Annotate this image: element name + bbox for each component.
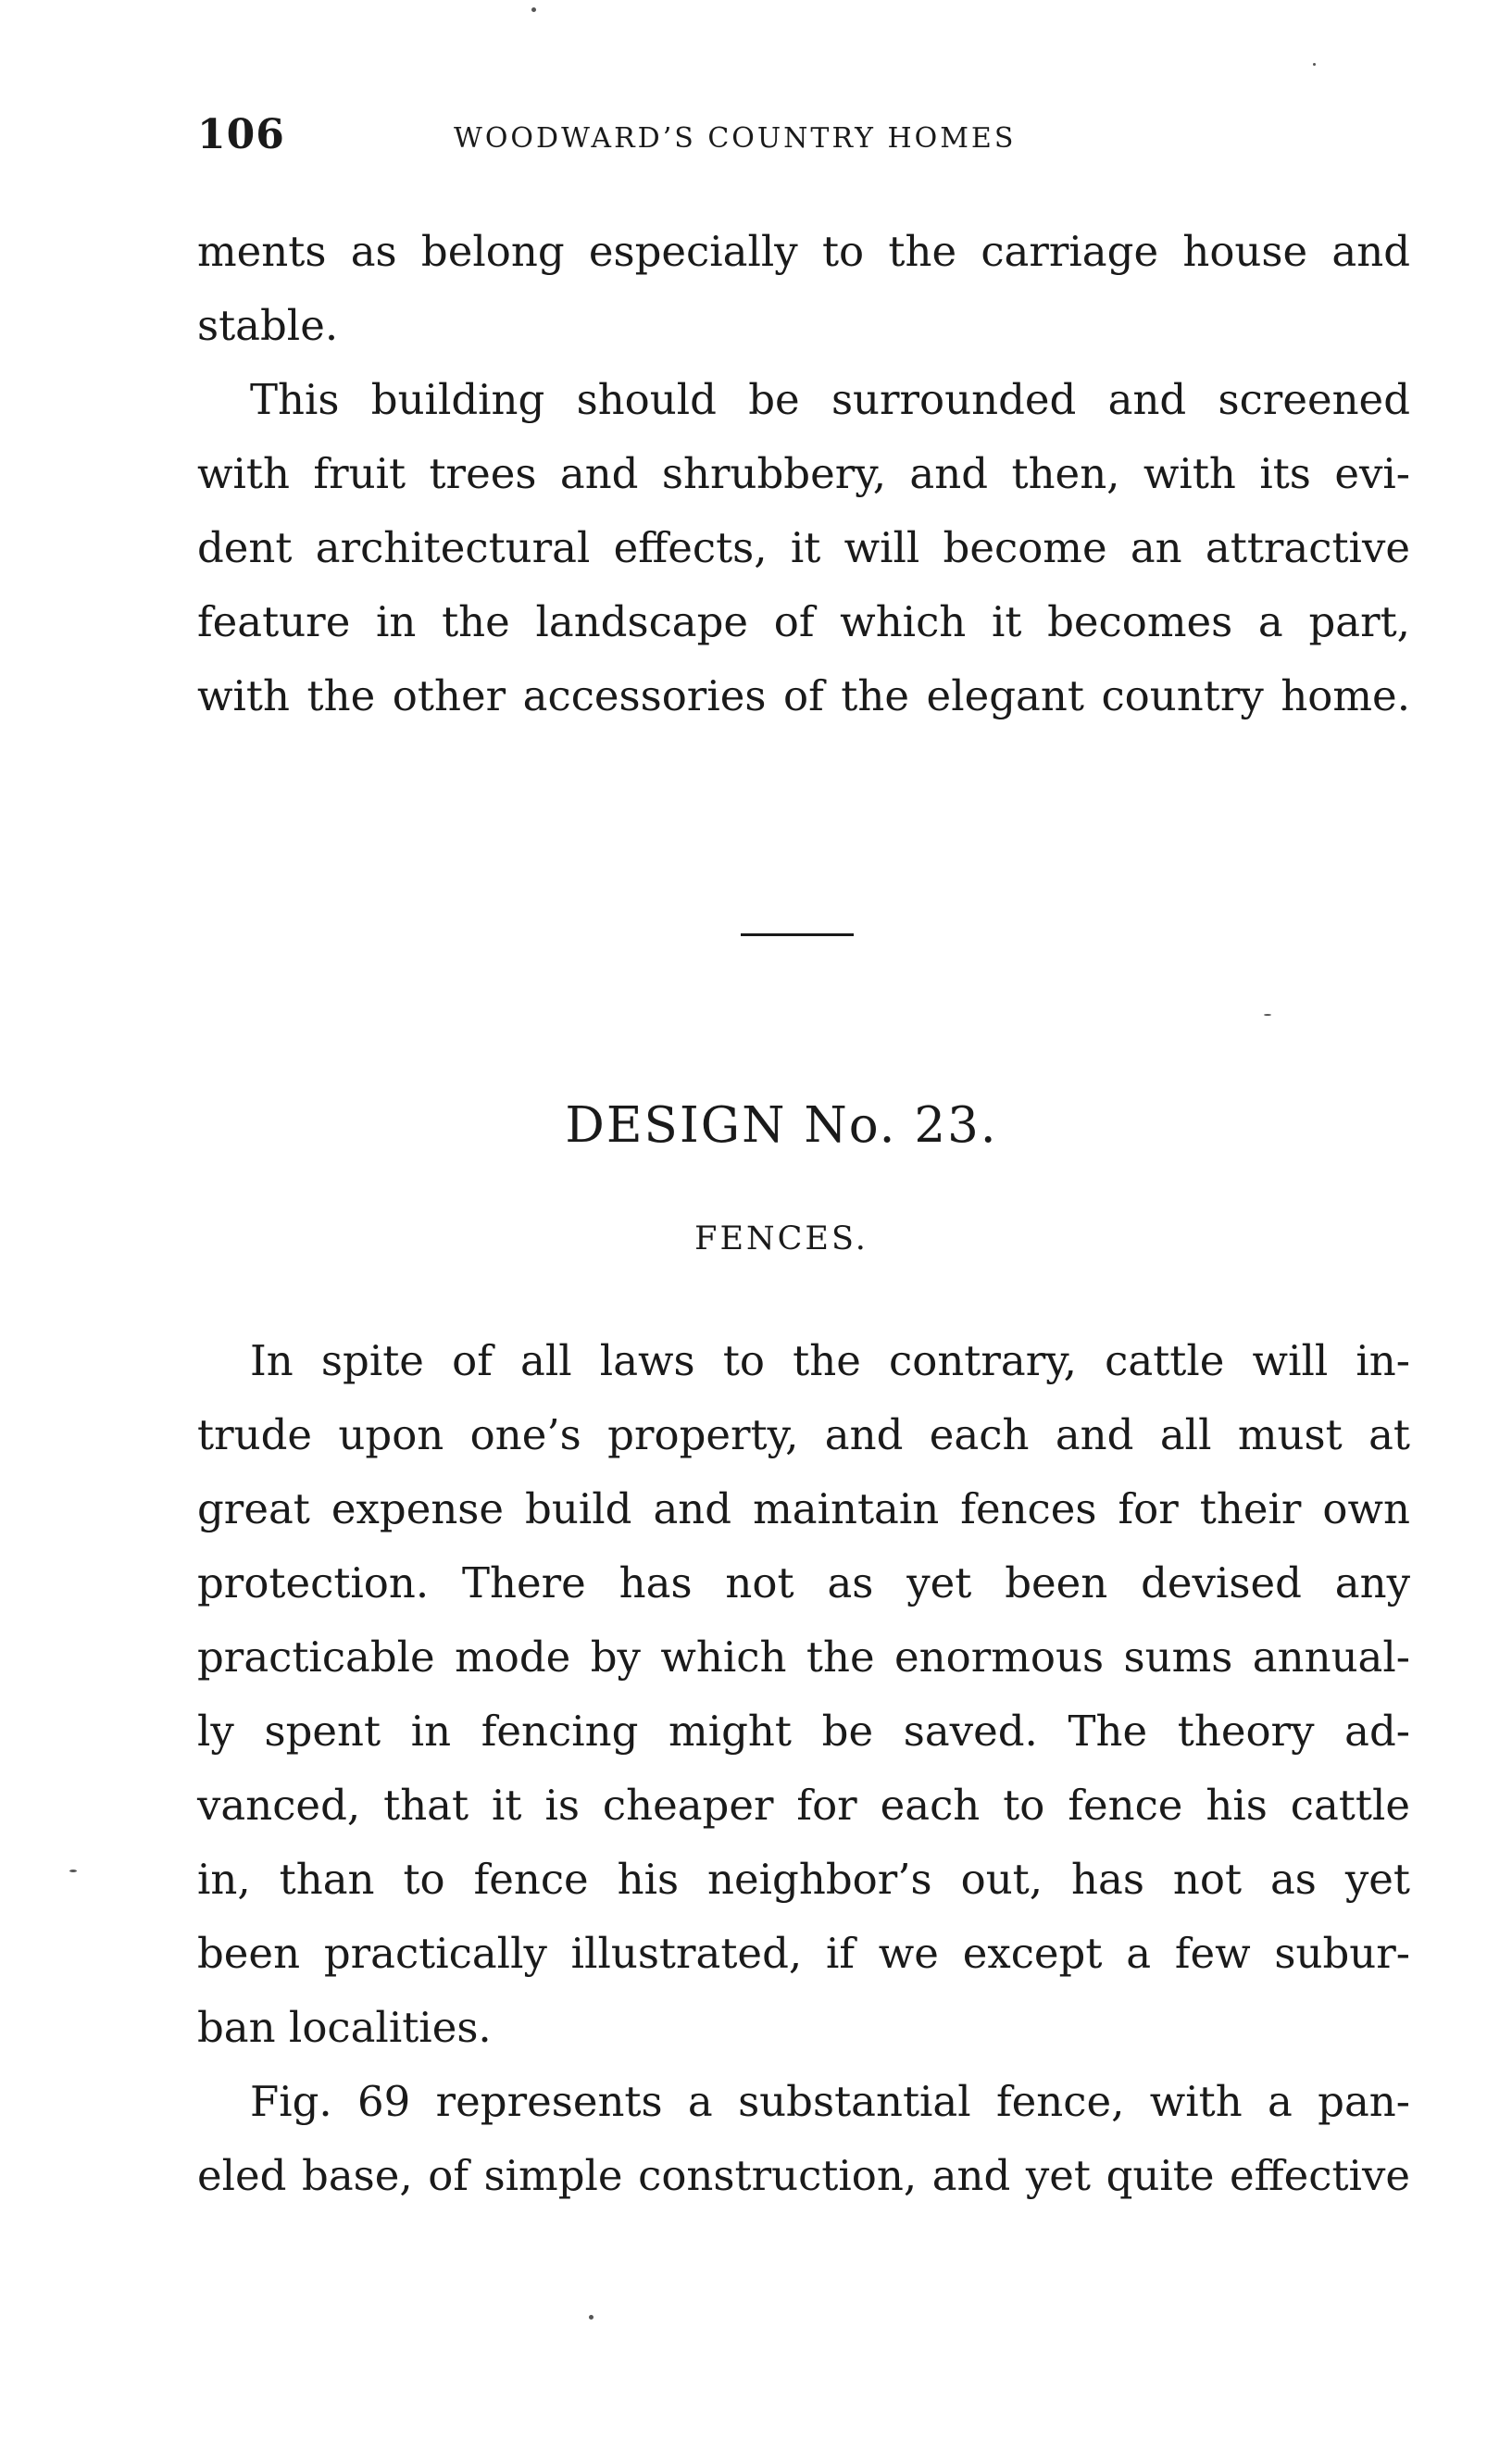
design-subtitle: FENCES. [694, 1220, 868, 1257]
text-line: in, than to fence his neighbor’s out, has not as yet [197, 1855, 1410, 1904]
page-number: 106 [197, 111, 285, 158]
text-line: ments as belong especially to the carriage house and [197, 227, 1410, 276]
text-line: ly spent in fencing might be saved. The theory ad- [197, 1707, 1410, 1756]
text-line: with fruit trees and shrubbery, and then, with its evi- [197, 449, 1410, 498]
paper-speck [1313, 63, 1316, 66]
text-line: stable. [197, 301, 339, 350]
running-head [197, 111, 1410, 167]
paper-speck [1264, 1014, 1271, 1016]
paper-speck [589, 2315, 594, 2320]
paper-speck [69, 1870, 77, 1872]
paragraph-fig-69 [197, 2065, 1410, 2213]
design-title: DESIGN No. 23. [565, 1097, 998, 1154]
intro-paragraph [197, 215, 1410, 363]
text-line: vanced, that it is cheaper for each to fence his cattle [197, 1781, 1410, 1830]
text-line: eled base, of simple construction, and yet quite effective [197, 2151, 1410, 2200]
text-line: trude upon one’s property, and each and all must at [197, 1410, 1410, 1459]
text-line: Fig. 69 represents a substantial fence, with a pan- [250, 2077, 1410, 2126]
text-line: ban localities. [197, 2003, 492, 2052]
paragraph-fences [197, 1324, 1410, 2065]
section-divider [741, 933, 854, 936]
text-line: feature in the landscape of which it becomes a part, [197, 597, 1410, 646]
paper-speck [531, 7, 536, 12]
text-line: with the other accessories of the elegant country home. [197, 671, 1410, 720]
text-line: protection. There has not as yet been devised any [197, 1558, 1410, 1607]
running-title: WOODWARD’S COUNTRY HOMES [454, 122, 1017, 155]
text-line: In spite of all laws to the contrary, cattle will in- [250, 1336, 1410, 1385]
text-line: dent architectural effects, it will become an attractive [197, 523, 1410, 572]
text-line: This building should be surrounded and screened [250, 375, 1410, 424]
text-line: great expense build and maintain fences for their own [197, 1484, 1410, 1533]
text-line: been practically illustrated, if we except a few subur- [197, 1929, 1410, 1978]
text-line: practicable mode by which the enormous sums annual- [197, 1632, 1410, 1682]
paragraph-building [197, 363, 1410, 733]
